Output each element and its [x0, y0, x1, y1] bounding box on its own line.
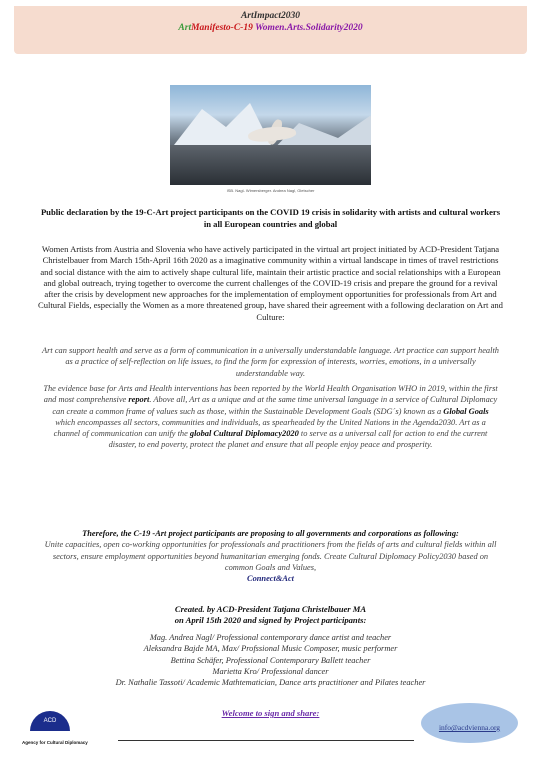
- photo-caption: ISB. Nagl- Wimersberger. Andrea Nagl, Gletscher: [226, 188, 315, 193]
- logo-text: ACD: [43, 718, 57, 724]
- intro-paragraph: Women Artists from Austria and Slovenia who have actively participated in the virtual art project initiated by ACD-President Tatjana Christelbauer from March 15th-April 16th 2020 as a imaginative community within a virtual landscape in times of travel restrictions and social distance with the aim to actively shape cultural life, maintain their artistic practice and social relationships with a European and global outreach, trying together to overcome the current challenges of the COVID-19 crisis and prepare the ground for a revival after the crisis by development new approaches for the implementation of employment opportunities for professionals from Art and Cultural Fields, especially the Women as a more threatened group, have shared their agreement with a following declaration on Art and Culture:: [38, 244, 503, 322]
- signature-line: [118, 740, 414, 741]
- proposal-body: Unite capacities, open co-working opportunities for professionals and practitioners from the fields of arts and cultural fields within all sectors, ensure employment opportunities beyond humanitarian emerging fonds. Create Cultural Diplomacy Policy2030 based on common Goals and Values,: [44, 540, 497, 572]
- signatory: Aleksandra Bajde MA, Max/ Profssional Music Composer, music performer: [143, 644, 398, 654]
- signatory: Marietta Kro/ Professional dancer: [212, 666, 329, 676]
- welcome-link[interactable]: Welcome to sign and share:: [221, 708, 320, 718]
- declaration-title: Public declaration by the 19-C-Art project participants on the COVID 19 crisis in solidarity with artists and cultural workers in all European countries and global: [40, 207, 501, 229]
- dancer-glacier-photo: [170, 85, 371, 185]
- evidence-paragraph: The evidence base for Arts and Health interventions has been reported by the World Health Organisation WHO in 2019, within the first and most comprehensive report. Above all, Art as a unique and at the same time universal language in a service of Cultural Diplomacy can create a common frame of values such as those, within the Sustainable Development Goals (SDG´s) known as a Global Goals which encompasses all sectors, communities and individuals, as spearheaded by the United Nations in the Agenda2030. Art as a channel of communication can unify the global Cultural Diplomacy2020 to serve as a universal call for action to end the current disaster, to end poverty, protect the planet and ensure that all people enjoy peace and prosperity.: [43, 384, 498, 450]
- email-link[interactable]: info@acdvienna.org: [438, 723, 501, 732]
- global-goals: Global Goals: [443, 406, 489, 416]
- acd-logo: [30, 711, 70, 733]
- email-badge[interactable]: [421, 703, 518, 743]
- logo-caption: Agency for Cultural Diplomacy: [22, 740, 88, 745]
- header-manifesto: Manifesto-C-19: [191, 23, 256, 33]
- signatory: Bettina Schäfer, Professional Contemporary Ballett teacher: [170, 655, 371, 665]
- report-link: report: [128, 395, 150, 405]
- signatories-list: [42, 632, 499, 688]
- header-art: Art: [178, 23, 192, 33]
- art-health-paragraph: Art can support health and serve as a form of communication in a universally understandable language. Art practice can support health as a practice of self-reflection on life issues, to find the form for expression of interests, worries, emotions, in a universally understandable way.: [42, 346, 499, 378]
- global-cultural-diplomacy: global Cultural Diplomacy2020: [189, 429, 299, 439]
- connect-act: Connect&Act: [247, 574, 294, 584]
- header-women: Women.Arts.Solidarity2020: [255, 23, 363, 33]
- signatory: Mag. Andrea Nagl/ Professional contemporary dance artist and teacher: [149, 633, 392, 642]
- signatory: Dr. Nathalie Tassoti/ Academic Mathtematician, Dance arts practitioner and Pilates teacher: [115, 678, 426, 688]
- header-title: ArtImpact2030: [240, 11, 301, 21]
- proposal-lead: Therefore, the C-19 -Art project participants are proposing to all governments and corporations as following:: [82, 529, 459, 538]
- header-banner: [14, 6, 527, 54]
- proposal-paragraph: [42, 528, 499, 584]
- header-subtitle: [14, 22, 527, 35]
- created-by: Created. by ACD-President Tatjana Christelbauer MA on April 15th 2020 and signed by Project participants:: [174, 604, 367, 626]
